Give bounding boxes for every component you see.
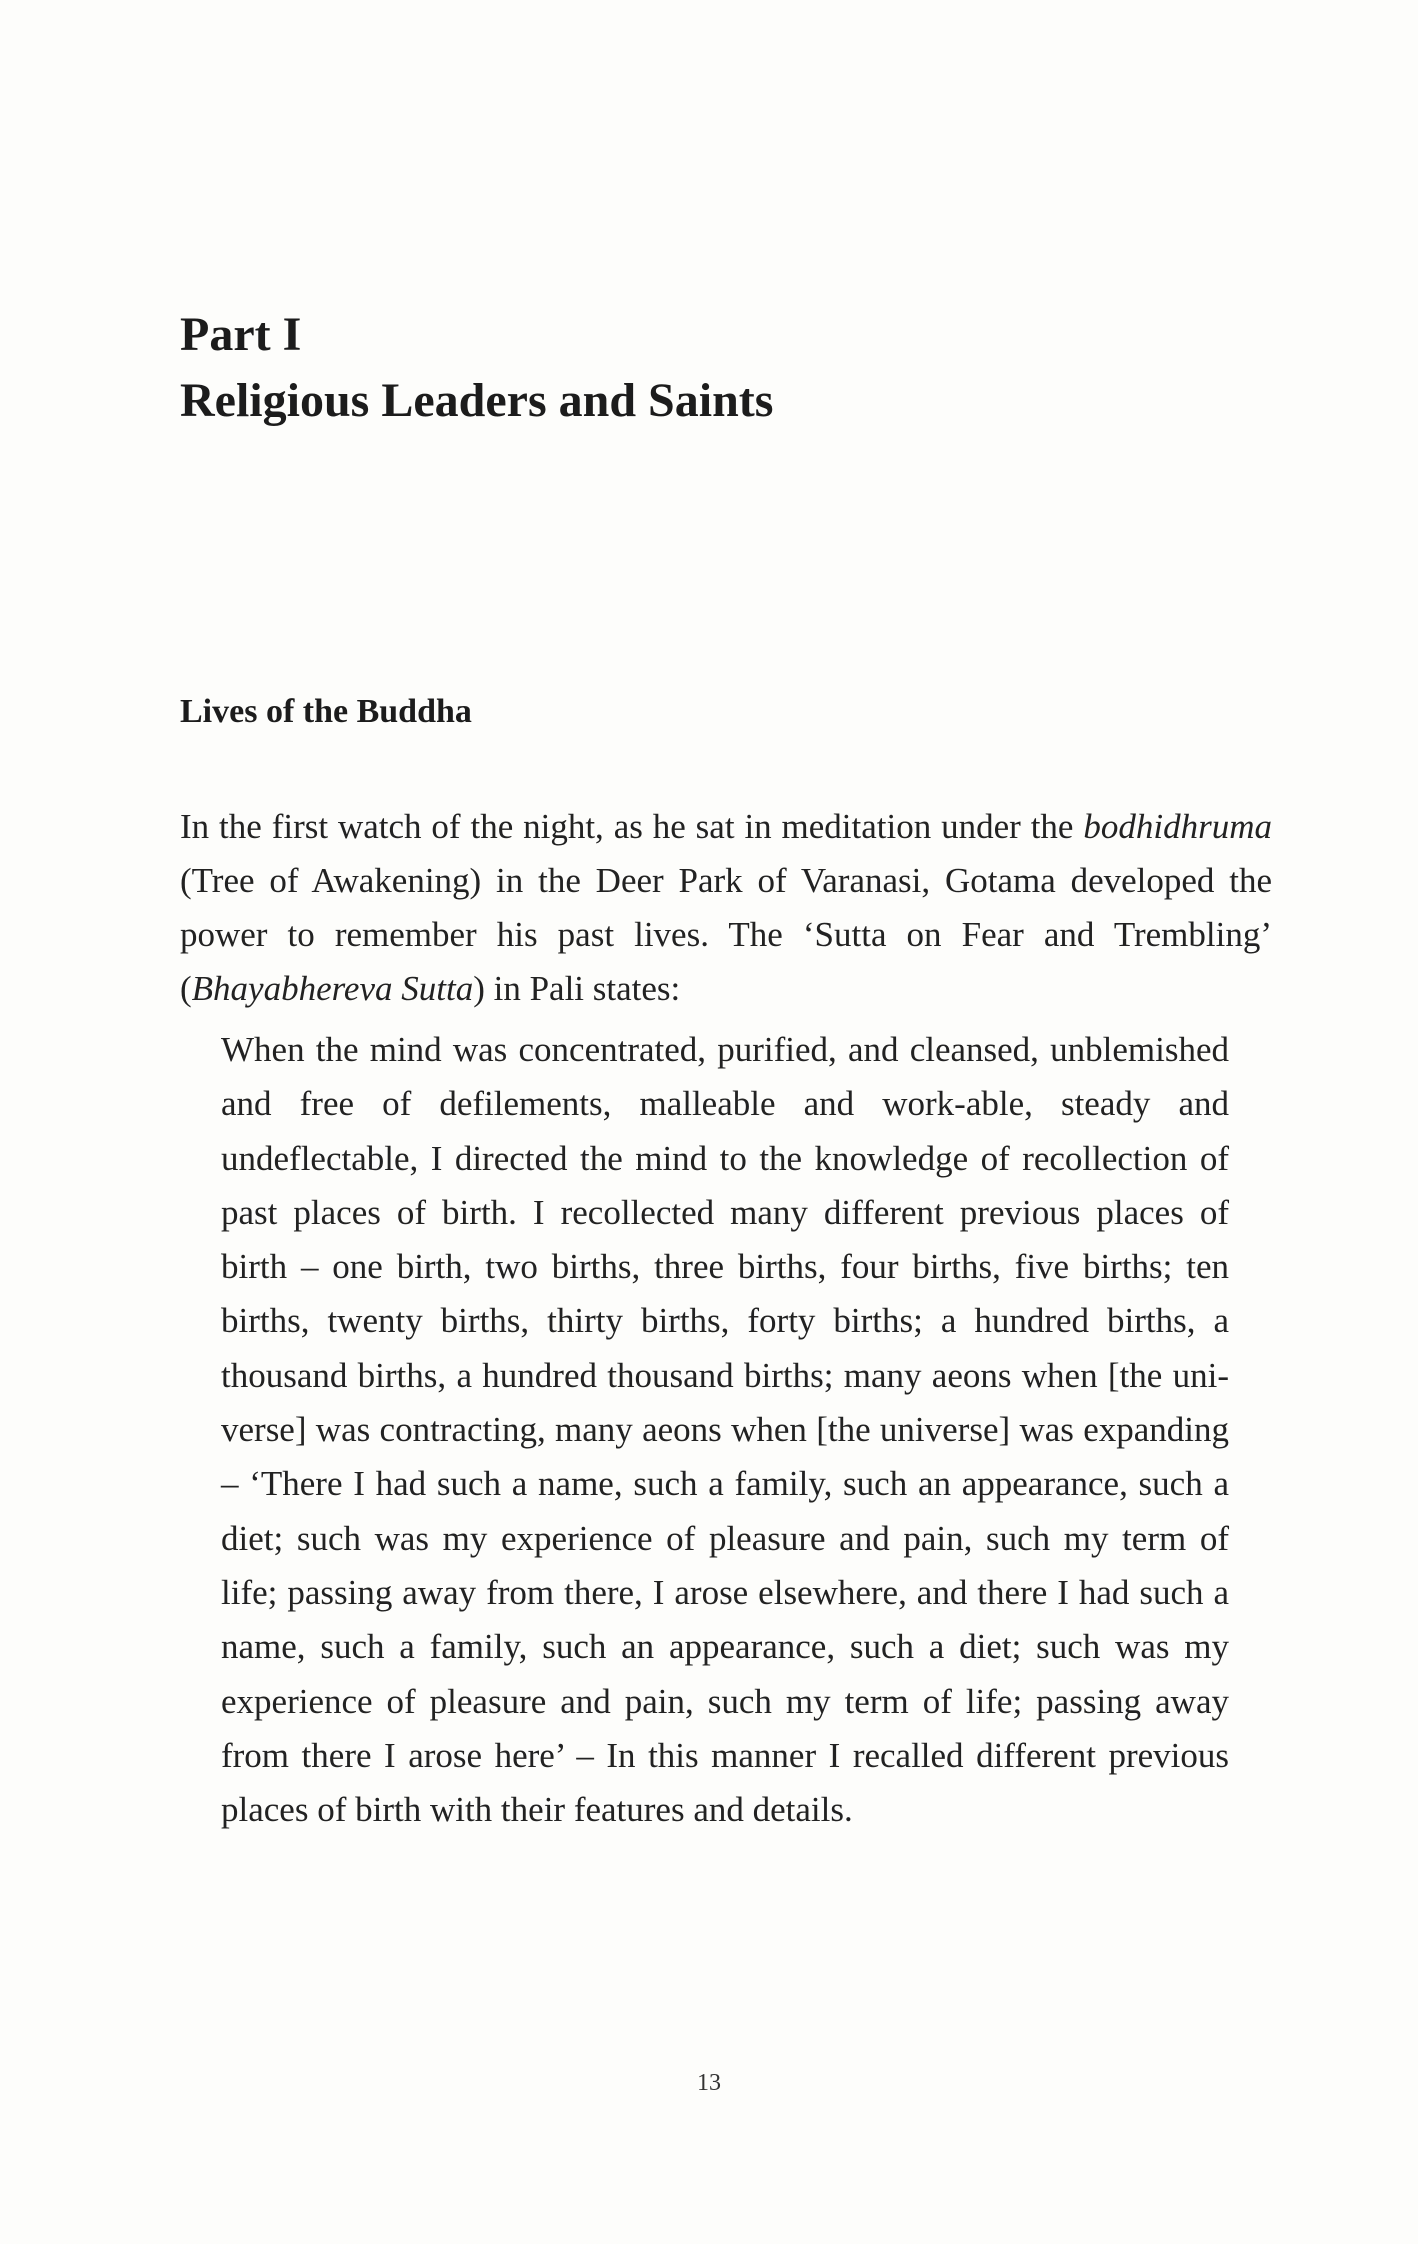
page-number: 13 bbox=[697, 2070, 721, 2096]
intro-term: bodhidhruma bbox=[1083, 807, 1272, 846]
block-quote: When the mind was concentrated, purified, and cleansed, unblemished and free of defilements, malleable and work-able, steady and undeflectable, I directed the mind to the knowledge of recollection of past places of birth. I recollected many different previous places of birth – one birth, two births, three births, four births, five births; ten births, twenty births, thirty births, forty births; a hundred births, a thousand births, a hundred thousand births; many aeons when [the uni-verse] was contracting, many aeons when [the universe] was expanding – ‘There I had such a name, such a family, such an appearance, such a diet; such was my experience of pleasure and pain, such my term of life; passing away from there, I arose elsewhere, and there I had such a name, such a family, such an appearance, such a diet; such was my experience of pleasure and pain, such my term of life; passing away from there I arose here’ – In this manner I recalled different previous places of birth with their features and details. bbox=[221, 1030, 1229, 1830]
intro-text-1: In the first watch of the night, as he sat in meditation under the bbox=[180, 807, 1084, 846]
part-heading bbox=[180, 302, 1280, 434]
intro-text-2: (Tree of Awakening) in the Deer Park of Varanasi, Gotama developed the power to remember his past lives. The ‘Sutta on Fear and Trembling’ ( bbox=[180, 861, 1272, 1008]
section-heading: Lives of the Buddha bbox=[180, 693, 472, 730]
part-number: Part I bbox=[180, 308, 302, 361]
intro-sutta-title: Bhayabhereva Sutta bbox=[191, 969, 474, 1008]
intro-paragraph bbox=[180, 800, 1272, 1016]
part-title: Religious Leaders and Saints bbox=[180, 374, 774, 427]
intro-text-3: ) in Pali states: bbox=[473, 969, 681, 1008]
